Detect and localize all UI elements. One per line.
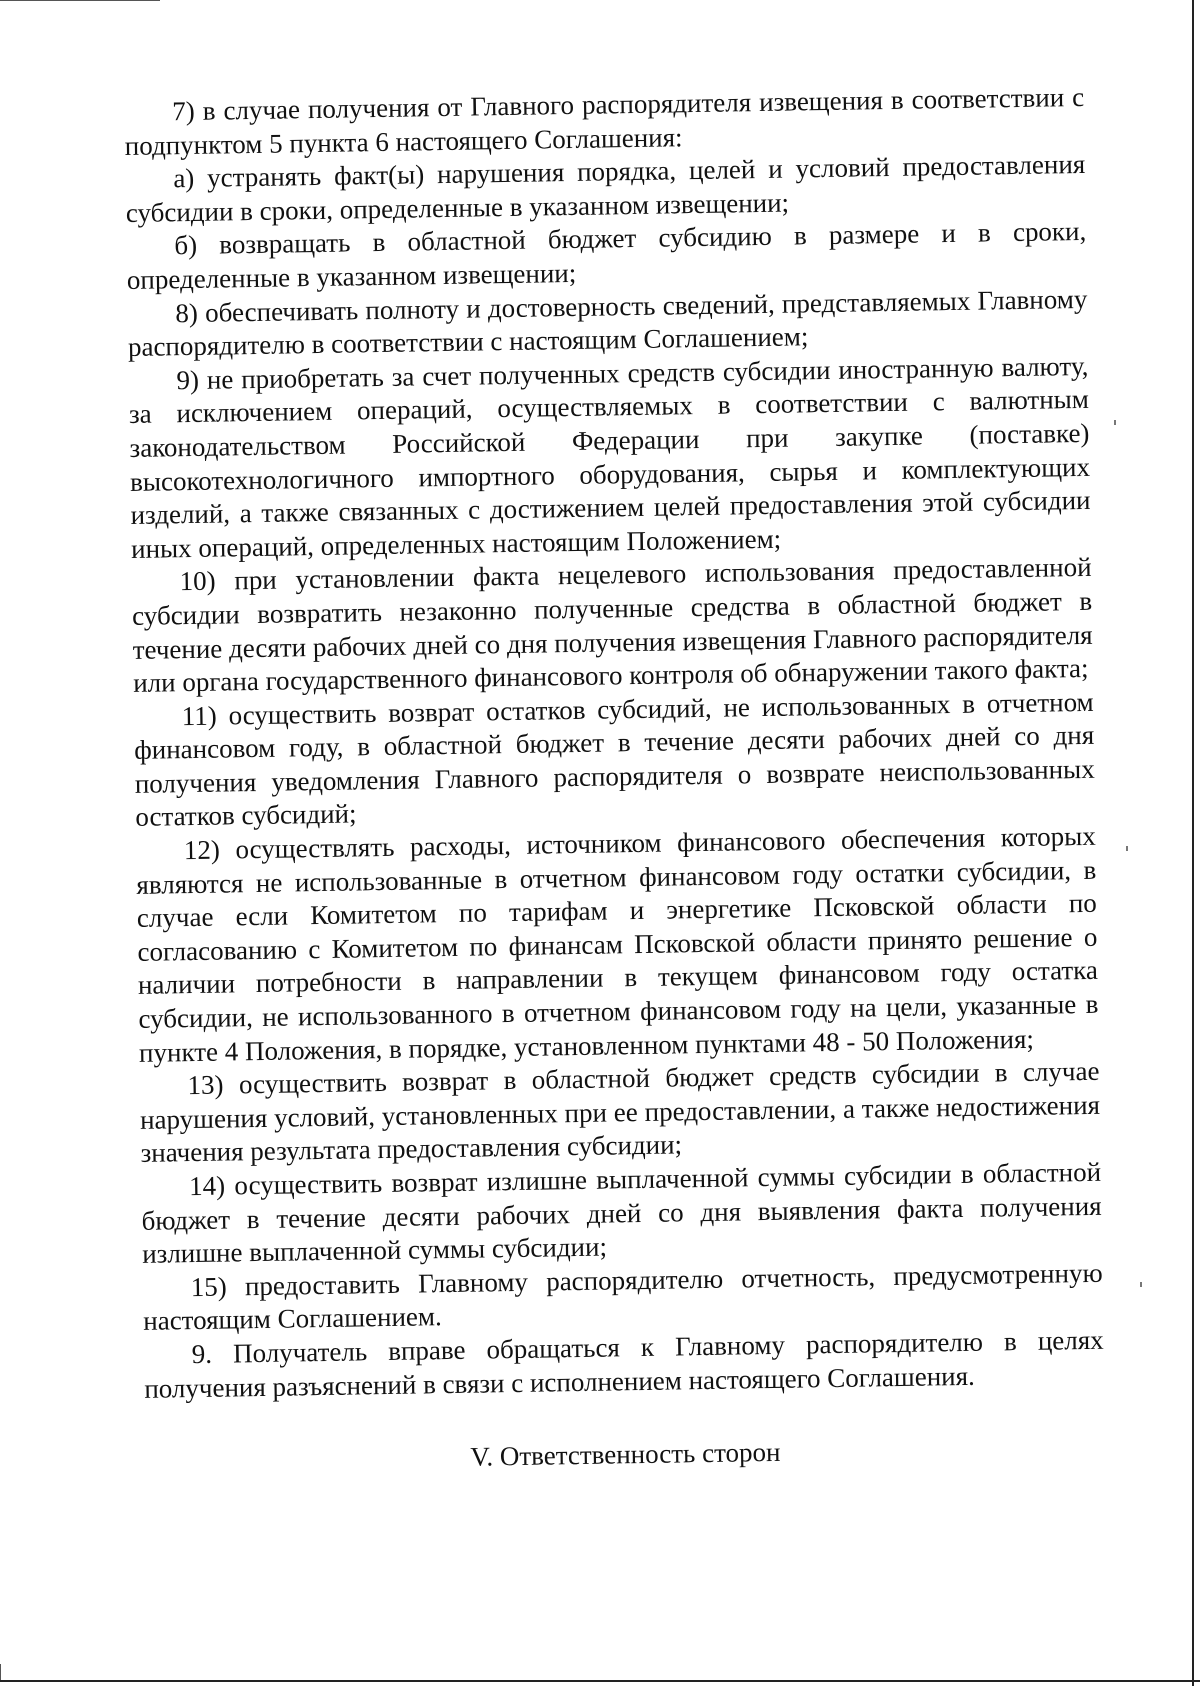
scan-speck <box>1140 1282 1142 1287</box>
scan-edge-left-mark <box>0 1664 1 1680</box>
document-body <box>124 81 1106 1480</box>
scan-speck <box>1114 420 1116 425</box>
paragraph-item-14: 14) осуществить возврат излишне выплаченной суммы субсидии в областной бюджет в течение десяти рабочих дней со дня выявления факта получения излишне выплаченной суммы субсидии; <box>141 1156 1102 1270</box>
paragraph-item-8: 8) обеспечивать полноту и достоверность сведений, представляемых Главному распорядителю в соответствии с настоящим Соглашением; <box>127 283 1088 363</box>
section-heading: V. Ответственность сторон <box>470 1437 781 1472</box>
paragraph-subitem-a: а) устранять факт(ы) нарушения порядка, целей и условий предоставления субсидии в сроки, определенные в указанном извещении; <box>125 149 1086 228</box>
scan-edge-bottom <box>0 1680 1200 1682</box>
scan-edge-right <box>1192 0 1194 1686</box>
scan-speck <box>1126 846 1128 851</box>
paragraph-item-15: 15) предоставить Главному распорядителю отчетность, предусмотренную настоящим Соглашением. <box>143 1257 1103 1337</box>
paragraph-subitem-b: б) возвращать в областной бюджет субсидию в размере и в сроки, определенные в указанном извещении; <box>126 216 1087 295</box>
paragraph-item-7: 7) в случае получения от Главного распорядителя извещения в соответствии с подпунктом 5 пункта 6 настоящего Соглашения: <box>124 81 1085 161</box>
paragraph-item-10: 10) при установлении факта нецелевого использования предоставленной субсидии возвратить незаконно полученные средства в областной бюджет в течение десяти рабочих дней со дня получения извещения Главного распорядителя или органа государственного финансового контроля об обнаружении такого факта; <box>131 552 1093 699</box>
paragraph-item-9: 9) не приобретать за счет полученных средств субсидии иностранную валюту, за исключением операций, осуществляемых в соответствии с валютным законодательством Российской Федерации при закупке (поставке) высокотехнологичного импортного оборудования, сырья и комплектующих изделий, а также связанных с достижением целей предоставления этой субсидии иных операций, определенных настоящим Положением; <box>128 350 1091 564</box>
paragraph-clause-9: 9. Получатель вправе обращаться к Главному распорядителю в целях получения разъяснений в связи с исполнением настоящего Соглашения. <box>144 1324 1104 1404</box>
paragraph-item-11: 11) осуществить возврат остатков субсидий, не использованных в отчетном финансовом году, в областной бюджет в течение десяти рабочих дней со дня получения уведомления Главного распорядителя о возврате неиспользованных остатков субсидий; <box>134 686 1095 833</box>
scan-edge-top <box>0 0 160 1</box>
paragraph-item-13: 13) осуществить возврат в областной бюджет средств субсидии в случае нарушения условий, установленных при ее предоставлении, а также недостижения значения результата предоставления субсидии; <box>139 1056 1101 1169</box>
paragraph-item-12: 12) осуществлять расходы, источником финансового обеспечения которых являются не использованные в отчетном финансовом году остатки субсидии, в случае если Комитетом по тарифам и энергетике Псковской области по согласованию с Комитетом по финансам Псковской области принято решение о наличии потребности в направлении в текущем финансовом году остатка субсидии, не использованного в отчетном финансовом году на цели, указанные в пункте 4 Положения, в порядке, установленном пунктами 48 - 50 Положения; <box>136 820 1099 1068</box>
